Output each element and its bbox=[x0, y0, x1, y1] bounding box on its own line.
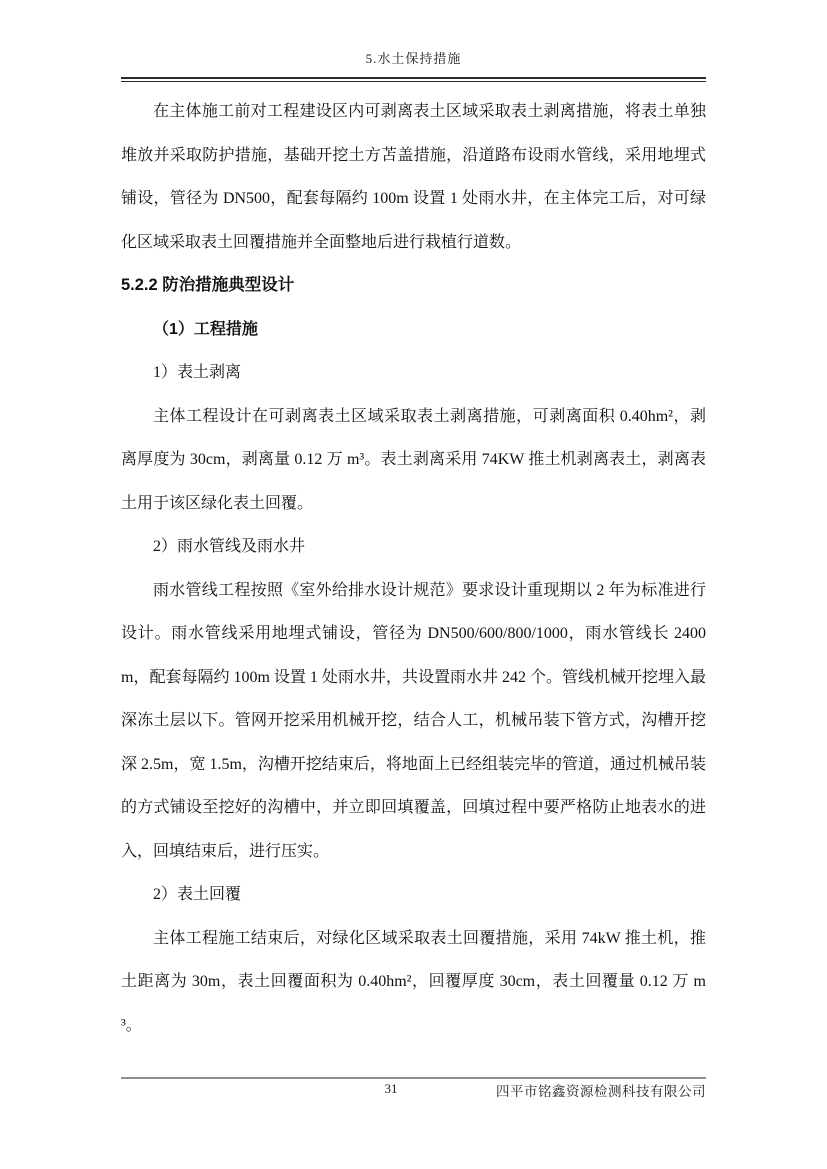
paragraph-topsoil-recovering: 主体工程施工结束后，对绿化区域采取表土回覆措施，采用 74kW 推土机，推土距离为 30m，表土回覆面积为 0.40hm²，回覆厚度 30cm，表土回覆量 0.12 万 m³。 bbox=[121, 929, 706, 1034]
item-title-topsoil-stripping: 1）表土剥离 bbox=[153, 364, 242, 381]
section-heading-5-2-2: 5.2.2 防治措施典型设计 bbox=[121, 276, 295, 294]
footer-company-name: 四平市铭鑫资源检测科技有限公司 bbox=[496, 1084, 706, 1099]
document-body bbox=[121, 90, 706, 1047]
page-number: 31 bbox=[384, 1081, 398, 1096]
item-title-topsoil-recovering: 2）表土回覆 bbox=[153, 886, 242, 903]
paragraph-rainwater-pipeline: 雨水管线工程按照《室外给排水设计规范》要求设计重现期以 2 年为标准进行设计。雨水管线采用地埋式铺设，管径为 DN500/600/800/1000，雨水管线长 2400m，配套每隔约 100m 设置 1 处雨水井，共设置雨水井 242 个。管线机械开挖埋入最深冻土层以下。管网开挖采用机械开挖，结合人工，机械吊装下管方式，沟槽开挖深 2.5m，宽 1.5m，沟槽开挖结束后，将地面上已经组装完毕的管道，通过机械吊装的方式铺设至挖好的沟槽中，并立即回填覆盖，回填过程中要严格防止地表水的进入，回填结束后，进行压实。 bbox=[121, 581, 706, 860]
header-double-rule bbox=[121, 77, 706, 82]
footer-rule bbox=[121, 1077, 706, 1079]
item-title-rainwater-pipeline: 2）雨水管线及雨水井 bbox=[153, 538, 306, 555]
running-header-chapter-title: 5.水土保持措施 bbox=[365, 51, 462, 66]
paragraph-topsoil-stripping: 主体工程设计在可剥离表土区域采取表土剥离措施，可剥离面积 0.40hm²，剥离厚度为 30cm，剥离量 0.12 万 m³。表土剥离采用 74KW 推土机剥离表土，剥离表土用于该区绿化表土回覆。 bbox=[121, 407, 706, 512]
paragraph-topsoil-intro: 在主体施工前对工程建设区内可剥离表土区域采取表土剥离措施，将表土单独堆放并采取防护措施，基础开挖土方苫盖措施，沿道路布设雨水管线，采用地埋式铺设，管径为 DN500，配套每隔约 100m 设置 1 处雨水井，在主体完工后，对可绿化区域采取表土回覆措施并全面整地后进行栽植行道数。 bbox=[121, 103, 706, 251]
subsection-heading-engineering-measures: （1）工程措施 bbox=[153, 320, 258, 338]
